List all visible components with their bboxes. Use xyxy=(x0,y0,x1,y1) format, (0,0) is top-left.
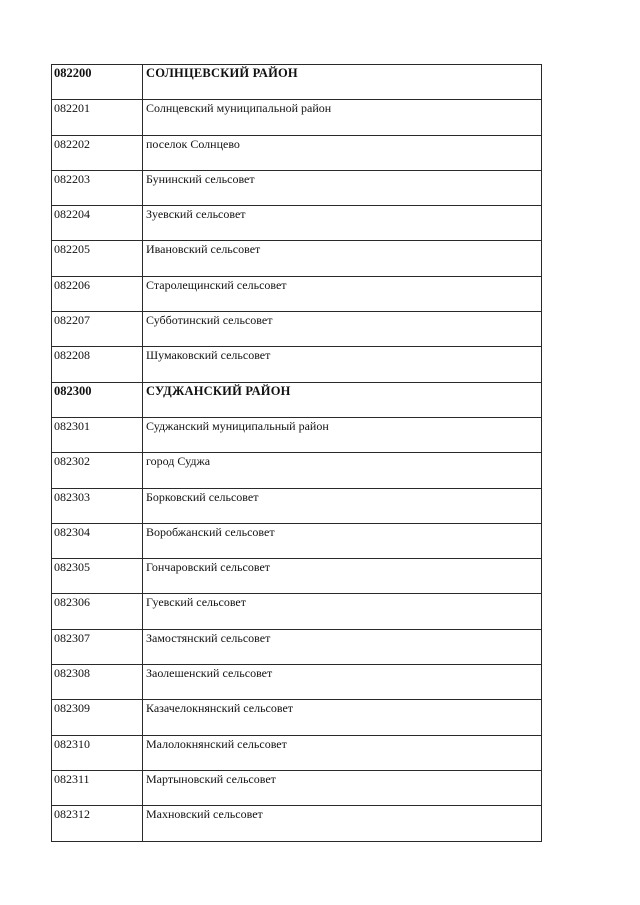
name-cell: Субботинский сельсовет xyxy=(143,312,542,347)
code-cell: 082310 xyxy=(52,735,143,770)
name-cell: город Суджа xyxy=(143,453,542,488)
code-cell: 082205 xyxy=(52,241,143,276)
district-header-row xyxy=(52,65,542,100)
name-cell: Малолокнянский сельсовет xyxy=(143,735,542,770)
name-cell: Махновский сельсовет xyxy=(143,806,542,841)
code-cell: 082308 xyxy=(52,665,143,700)
code-cell: 082200 xyxy=(52,65,143,100)
table-row xyxy=(52,347,542,382)
code-cell: 082207 xyxy=(52,312,143,347)
table-row xyxy=(52,770,542,805)
code-cell: 082302 xyxy=(52,453,143,488)
table-row xyxy=(52,700,542,735)
name-cell: Шумаковский сельсовет xyxy=(143,347,542,382)
name-cell: Воробжанский сельсовет xyxy=(143,523,542,558)
table-row xyxy=(52,559,542,594)
territory-codes-table xyxy=(51,64,542,842)
table-row xyxy=(52,806,542,841)
code-cell: 082206 xyxy=(52,276,143,311)
code-cell: 082311 xyxy=(52,770,143,805)
table-row xyxy=(52,453,542,488)
table-row xyxy=(52,665,542,700)
table-row xyxy=(52,170,542,205)
code-cell: 082202 xyxy=(52,135,143,170)
code-cell: 082201 xyxy=(52,100,143,135)
code-cell: 082208 xyxy=(52,347,143,382)
table-row xyxy=(52,276,542,311)
name-cell: Зуевский сельсовет xyxy=(143,206,542,241)
name-cell: Борковский сельсовет xyxy=(143,488,542,523)
table-body xyxy=(52,65,542,842)
name-cell: поселок Солнцево xyxy=(143,135,542,170)
table-row xyxy=(52,735,542,770)
code-cell: 082203 xyxy=(52,170,143,205)
name-cell: Казачелокнянский сельсовет xyxy=(143,700,542,735)
name-cell: Гуевский сельсовет xyxy=(143,594,542,629)
table-row xyxy=(52,312,542,347)
name-cell: Гончаровский сельсовет xyxy=(143,559,542,594)
code-cell: 082303 xyxy=(52,488,143,523)
name-cell: Суджанский муниципальный район xyxy=(143,417,542,452)
name-cell: Мартыновский сельсовет xyxy=(143,770,542,805)
code-cell: 082204 xyxy=(52,206,143,241)
name-cell: Заолешенский сельсовет xyxy=(143,665,542,700)
code-cell: 082307 xyxy=(52,629,143,664)
table-row xyxy=(52,241,542,276)
table-row xyxy=(52,523,542,558)
name-cell: СОЛНЦЕВСКИЙ РАЙОН xyxy=(143,65,542,100)
table-row xyxy=(52,629,542,664)
code-cell: 082304 xyxy=(52,523,143,558)
code-cell: 082301 xyxy=(52,417,143,452)
code-cell: 082300 xyxy=(52,382,143,417)
table-row xyxy=(52,100,542,135)
name-cell: СУДЖАНСКИЙ РАЙОН xyxy=(143,382,542,417)
code-cell: 082306 xyxy=(52,594,143,629)
name-cell: Замостянский сельсовет xyxy=(143,629,542,664)
name-cell: Ивановский сельсовет xyxy=(143,241,542,276)
code-cell: 082309 xyxy=(52,700,143,735)
table-row xyxy=(52,206,542,241)
code-cell: 082305 xyxy=(52,559,143,594)
name-cell: Солнцевский муниципальной район xyxy=(143,100,542,135)
table-row xyxy=(52,135,542,170)
name-cell: Старолещинский сельсовет xyxy=(143,276,542,311)
name-cell: Бунинский сельсовет xyxy=(143,170,542,205)
table-row xyxy=(52,488,542,523)
code-cell: 082312 xyxy=(52,806,143,841)
table-row xyxy=(52,417,542,452)
district-header-row xyxy=(52,382,542,417)
table-row xyxy=(52,594,542,629)
